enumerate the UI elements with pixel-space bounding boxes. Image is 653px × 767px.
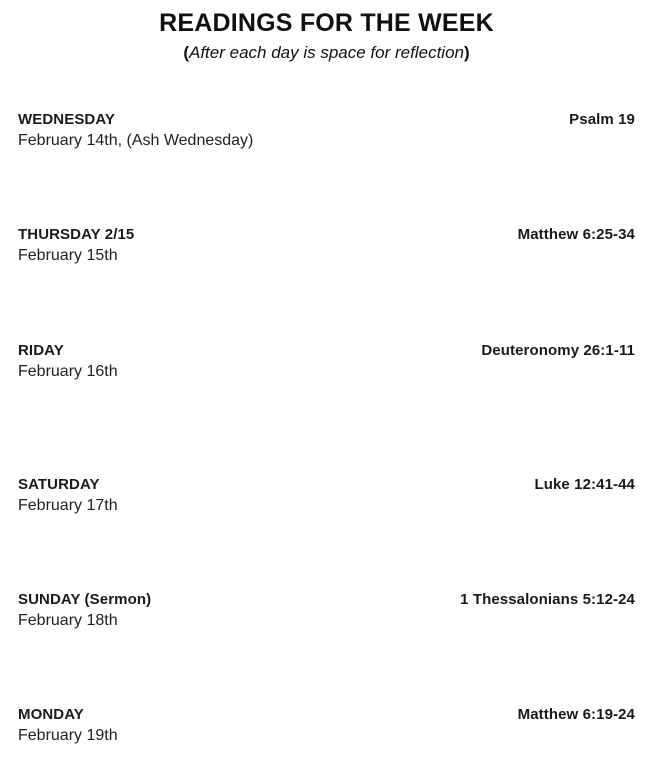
reading-date: February 19th bbox=[18, 726, 118, 744]
reading-entry bbox=[18, 706, 635, 747]
reading-day-name: MONDAY bbox=[18, 706, 84, 723]
reading-date: February 17th bbox=[18, 496, 118, 514]
reading-date: February 15th bbox=[18, 246, 118, 264]
reading-scripture-reference: Deuteronomy 26:1-11 bbox=[481, 342, 635, 359]
reading-scripture-reference: Psalm 19 bbox=[569, 111, 635, 128]
reading-scripture-reference: Matthew 6:19-24 bbox=[517, 706, 635, 723]
reading-entry-heading-row bbox=[18, 226, 635, 245]
reading-entry-heading-row bbox=[18, 591, 635, 610]
reading-day-name: SATURDAY bbox=[18, 476, 100, 493]
page-subtitle bbox=[0, 43, 653, 63]
reading-entry bbox=[18, 226, 635, 267]
reading-date: February 16th bbox=[18, 362, 118, 380]
reading-day-name: THURSDAY 2/15 bbox=[18, 226, 135, 243]
reading-entry-heading-row bbox=[18, 706, 635, 725]
subtitle-close-paren: ) bbox=[463, 43, 470, 62]
reading-entry-heading-row bbox=[18, 111, 635, 130]
reading-day-name: RIDAY bbox=[18, 342, 64, 359]
reading-entry-heading-row bbox=[18, 342, 635, 361]
reading-entry bbox=[18, 476, 635, 517]
reading-entry bbox=[18, 111, 635, 152]
reading-day-name: WEDNESDAY bbox=[18, 111, 116, 128]
reading-entry bbox=[18, 591, 635, 632]
subtitle-text: After each day is space for reflection bbox=[189, 43, 464, 62]
reading-scripture-reference: 1 Thessalonians 5:12-24 bbox=[460, 591, 635, 608]
reading-entry bbox=[18, 342, 635, 383]
reading-entry-heading-row bbox=[18, 476, 635, 495]
document-header bbox=[0, 0, 653, 63]
page-title: READINGS FOR THE WEEK bbox=[159, 9, 494, 37]
reading-date: February 18th bbox=[18, 611, 118, 629]
subtitle-open-paren: ( bbox=[183, 43, 189, 62]
reading-scripture-reference: Luke 12:41-44 bbox=[534, 476, 635, 493]
reading-date: February 14th, (Ash Wednesday) bbox=[18, 131, 254, 149]
reading-day-name: SUNDAY (Sermon) bbox=[18, 591, 152, 608]
reading-scripture-reference: Matthew 6:25-34 bbox=[517, 226, 635, 243]
